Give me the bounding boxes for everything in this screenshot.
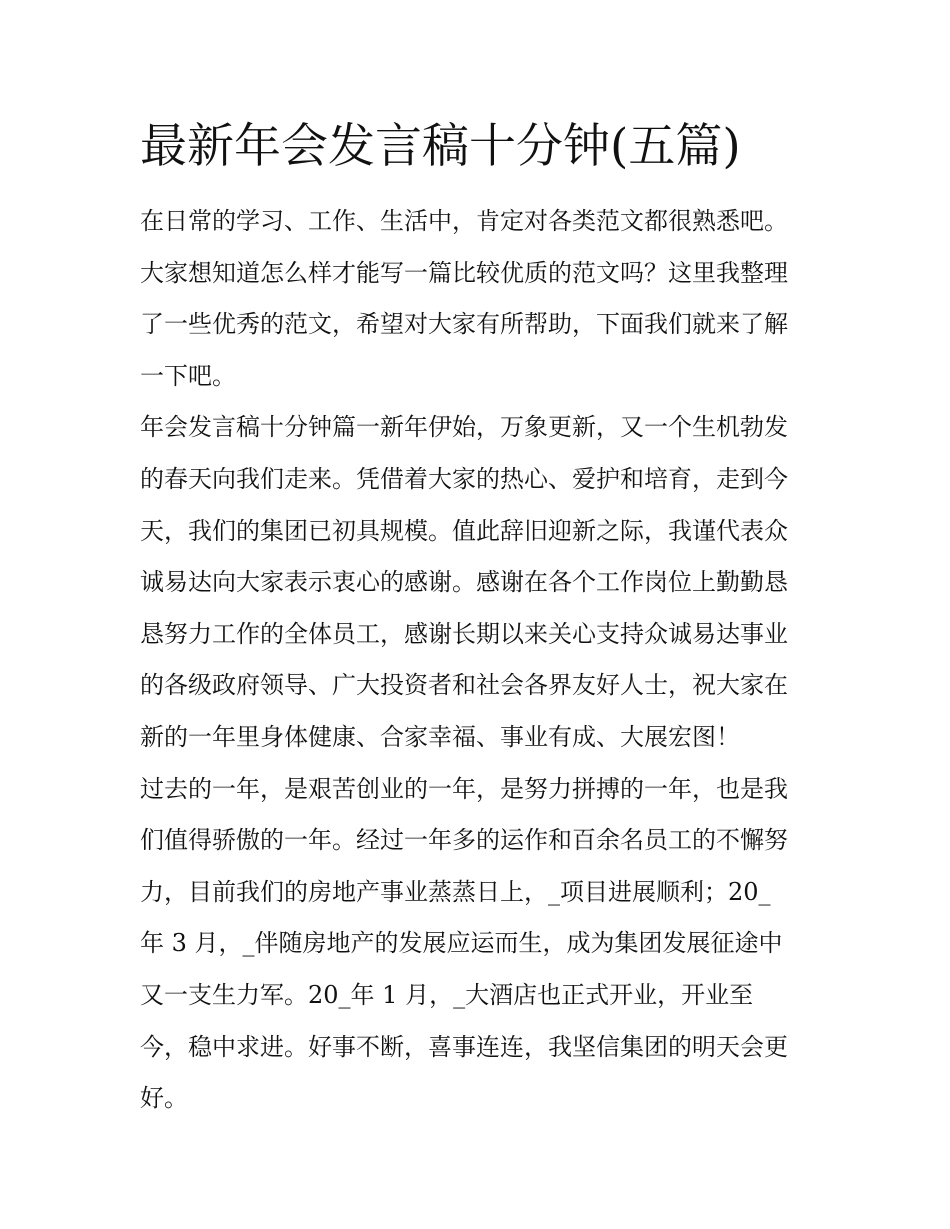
paragraph-intro <box>140 196 820 402</box>
text-line: 们值得骄傲的一年。经过一年多的运作和百余名员工的不懈努 <box>140 826 788 855</box>
text-line: 一下吧。 <box>140 361 236 390</box>
text-line: 的各级政府领导、广大投资者和社会各界友好人士，祝大家在 <box>140 671 788 700</box>
text-line: 的春天向我们走来。凭借着大家的热心、爱护和培育，走到今 <box>140 464 788 493</box>
text-line: 诚易达向大家表示衷心的感谢。感谢在各个工作岗位上勤勤恳 <box>140 568 788 597</box>
text-line: 今，稳中求进。好事不断，喜事连连，我坚信集团的明天会更 <box>140 1032 788 1061</box>
text-line: 过去的一年，是艰苦创业的一年，是努力拼搏的一年，也是我 <box>140 774 788 803</box>
paragraph-past-year <box>140 764 820 1125</box>
text-line: 大家想知道怎么样才能写一篇比较优质的范文吗？这里我整理 <box>140 258 788 287</box>
text-line: 年会发言稿十分钟篇一新年伊始，万象更新，又一个生机勃发 <box>140 413 788 442</box>
text-line: 好。 <box>140 1084 188 1113</box>
text-line: 了一些优秀的范文，希望对大家有所帮助，下面我们就来了解 <box>140 310 788 339</box>
text-line: 恳努力工作的全体员工，感谢长期以来关心支持众诚易达事业 <box>140 619 788 648</box>
paragraph-speech-one <box>140 402 820 763</box>
text-line: 天，我们的集团已初具规模。值此辞旧迎新之际，我谨代表众 <box>140 516 788 545</box>
document-title: 最新年会发言稿十分钟(五篇) <box>140 119 741 174</box>
text-line: 新的一年里身体健康、合家幸福、事业有成、大展宏图！ <box>140 722 740 751</box>
text-line: 年 3 月，_伴随房地产的发展应运而生，成为集团发展征途中 <box>140 929 783 958</box>
document-body <box>140 196 820 1125</box>
text-line: 力，目前我们的房地产事业蒸蒸日上，_项目进展顺利；20_ <box>140 877 771 906</box>
text-line: 在日常的学习、工作、生活中，肯定对各类范文都很熟悉吧。 <box>140 207 788 235</box>
text-line: 又一支生力军。20_年 1 月，_大酒店也正式开业，开业至 <box>140 980 754 1009</box>
